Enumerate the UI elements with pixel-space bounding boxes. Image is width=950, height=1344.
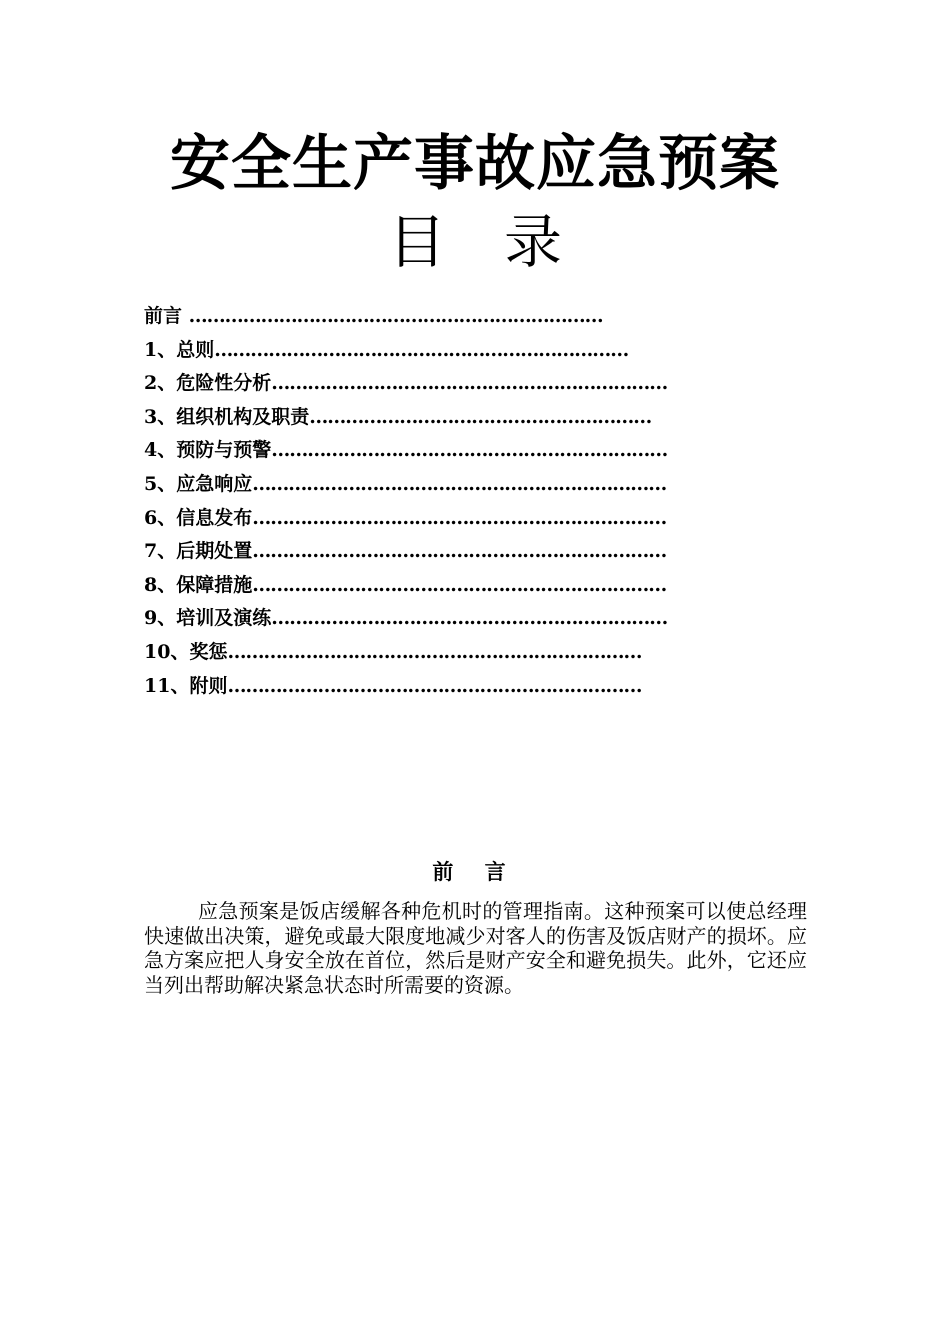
- toc-entry-prevention: [144, 434, 784, 468]
- toc-entry-organization: [144, 401, 784, 435]
- toc-entry-label: 6、信息发布: [144, 506, 253, 529]
- toc-heading: 目 录: [387, 208, 562, 276]
- table-of-contents: [144, 300, 784, 703]
- document-title: 安全生产事故应急预案: [170, 129, 780, 199]
- toc-leader-dots: …………………………………………………………: [271, 607, 668, 630]
- toc-entry-label: 8、保障措施: [144, 573, 253, 596]
- toc-entry-preface: [144, 300, 784, 334]
- toc-leader-dots: ……………………………………………………………: [227, 640, 642, 663]
- toc-entry-label: 2、危险性分析: [144, 372, 272, 395]
- toc-entry-label: 3、组织机构及职责: [144, 405, 310, 428]
- toc-leader-dots: ……………………………………………………………: [252, 506, 667, 529]
- toc-entry-safeguards: [144, 569, 784, 603]
- toc-entry-general-provisions: [144, 334, 784, 368]
- preface-heading: 前 言: [432, 859, 518, 884]
- toc-entry-information-release: [144, 502, 784, 536]
- toc-leader-dots: ……………………………………………………………: [252, 472, 667, 495]
- toc-leader-dots: …………………………………………………………: [271, 439, 668, 462]
- toc-leader-dots: ……………………………………………………………: [227, 674, 642, 697]
- toc-entry-label: 9、培训及演练: [144, 607, 272, 630]
- toc-leader-dots: ……………………………………………………………: [188, 305, 603, 327]
- toc-entry-label: 1、总则: [144, 338, 215, 361]
- toc-entry-appendix: [144, 670, 784, 704]
- toc-entry-label: 前言: [144, 305, 189, 327]
- toc-entry-label: 7、后期处置: [144, 540, 253, 563]
- toc-entry-label: 10、奖惩: [144, 640, 228, 663]
- preface-paragraph: 应急预案是饭店缓解各种危机时的管理指南。这种预案可以使总经理快速做出决策，避免或最大限度地减少对客人的伤害及饭店财产的损坏。应急方案应把人身安全放在首位，然后是财产安全和避免损失。此外，它还应当列出帮助解决紧急状态时所需要的资源。: [144, 899, 807, 997]
- toc-leader-dots: ……………………………………………………………: [214, 338, 629, 361]
- toc-entry-risk-analysis: [144, 367, 784, 401]
- toc-entry-rewards: [144, 636, 784, 670]
- toc-entry-label: 11、附则: [144, 674, 228, 697]
- toc-leader-dots: …………………………………………………………: [271, 372, 668, 395]
- toc-entry-label: 5、应急响应: [144, 472, 253, 495]
- toc-entry-response: [144, 468, 784, 502]
- toc-entry-label: 4、预防与预警: [144, 439, 272, 462]
- toc-leader-dots: …………………………………………………: [309, 405, 652, 428]
- toc-leader-dots: ……………………………………………………………: [252, 573, 667, 596]
- toc-entry-aftermath: [144, 535, 784, 569]
- toc-entry-training: [144, 602, 784, 636]
- toc-leader-dots: ……………………………………………………………: [252, 540, 667, 563]
